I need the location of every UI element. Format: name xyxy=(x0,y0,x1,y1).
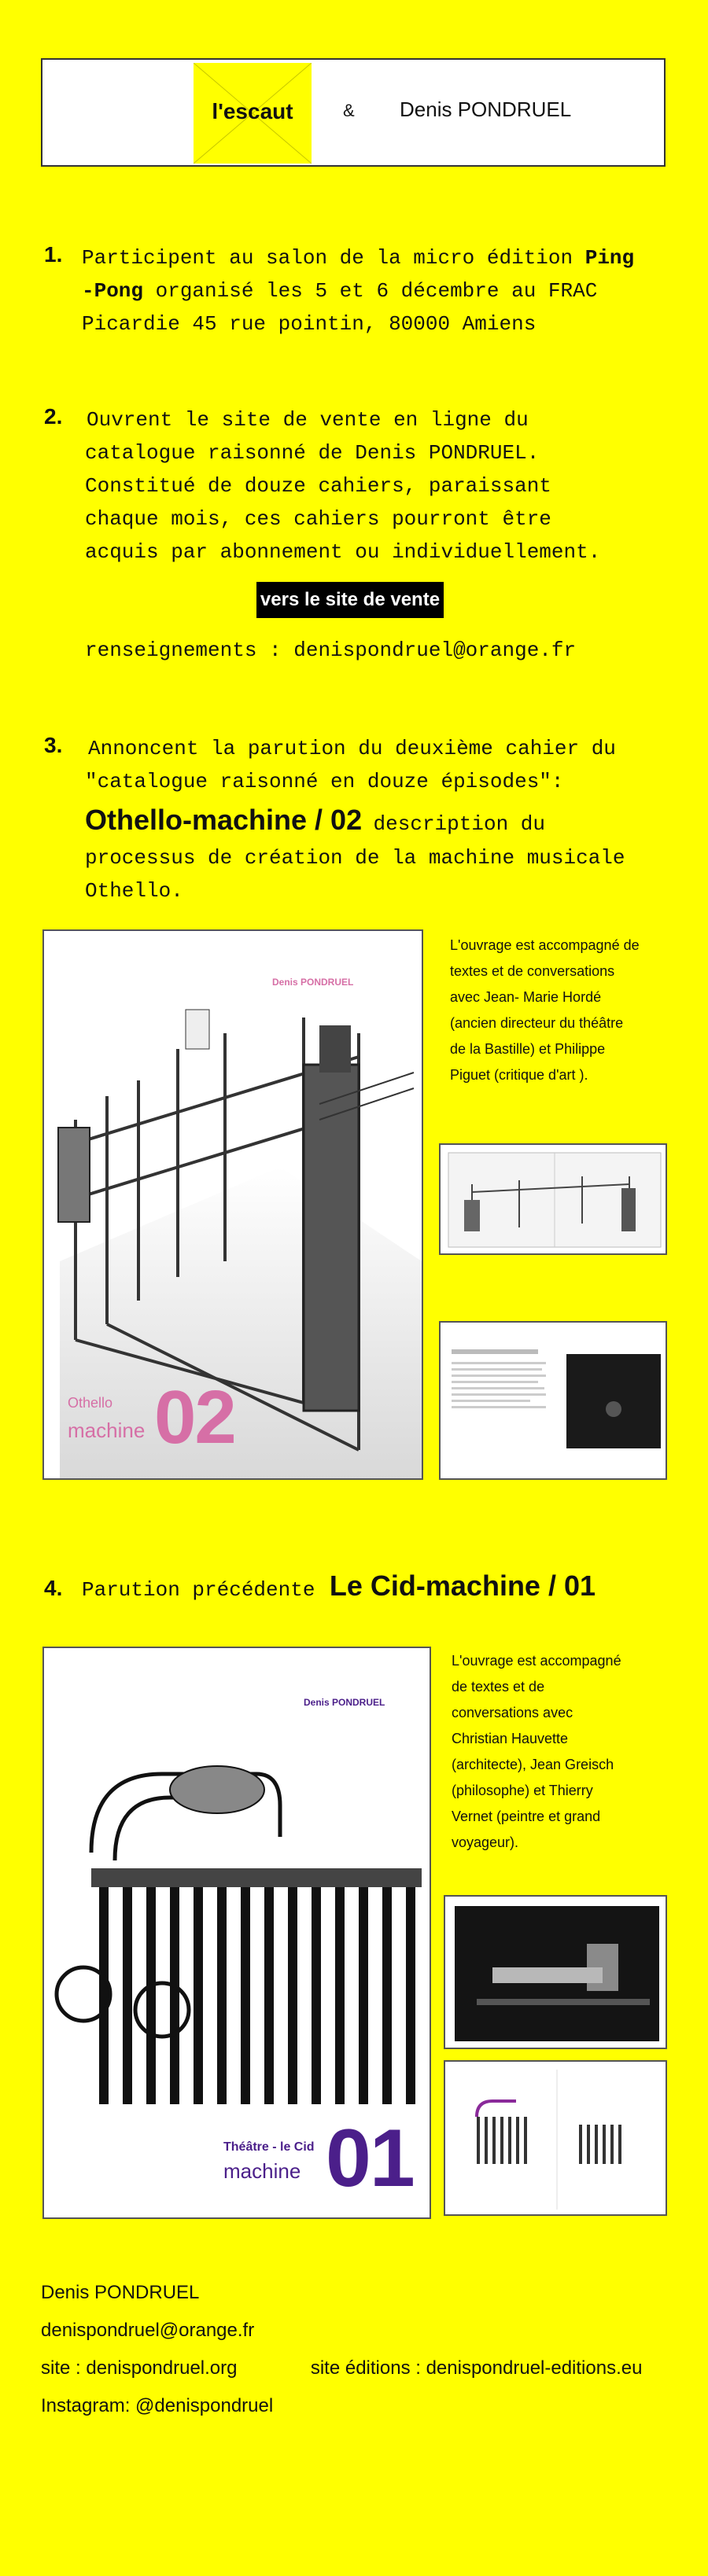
footer xyxy=(41,2274,642,2425)
item-2-line: chaque mois, ces cahiers pourront être xyxy=(85,507,551,531)
item-3-line: processus de création de la machine musicale xyxy=(85,846,625,870)
item-3-title-row xyxy=(85,804,545,841)
item-2-line: acquis par abonnement ou individuellement. xyxy=(85,540,601,564)
caption-line: (philosophe) et Thierry xyxy=(452,1783,593,1798)
othello-spread-2[interactable] xyxy=(439,1321,667,1480)
caption-line: voyageur). xyxy=(452,1834,519,1850)
caption-line: (architecte), Jean Greisch xyxy=(452,1757,614,1772)
item-3-text-after xyxy=(85,841,699,907)
caption-line: Piguet (critique d'art ). xyxy=(450,1067,588,1083)
cover-author: Denis PONDRUEL xyxy=(304,1697,385,1708)
item-2-line: catalogue raisonné de Denis PONDRUEL. xyxy=(85,441,540,465)
caption-line: Christian Hauvette xyxy=(452,1731,569,1746)
header-ampersand: & xyxy=(343,101,355,120)
footer-email[interactable]: denispondruel@orange.fr xyxy=(41,2320,255,2341)
caption-line: Vernet (peintre et grand xyxy=(452,1809,601,1824)
footer-instagram[interactable]: Instagram: @denispondruel xyxy=(41,2395,274,2416)
cid-spread-1-image xyxy=(445,1897,667,2049)
othello-title: Othello-machine / 02 xyxy=(85,804,363,836)
item-1-line-3: Picardie 45 rue pointin, 80000 Amiens xyxy=(82,312,537,336)
cover-number: 02 xyxy=(154,1375,235,1459)
item-3-line: Othello. xyxy=(85,879,183,903)
cid-title: Le Cid-machine / 01 xyxy=(329,1570,596,1602)
othello-spread-2-image xyxy=(441,1323,667,1480)
caption-line: avec Jean- Marie Hordé xyxy=(450,989,602,1005)
caption-line: de la Bastille) et Philippe xyxy=(450,1041,606,1057)
cid-spread-1[interactable] xyxy=(444,1895,667,2049)
item-3-line-2: "catalogue raisonné en douze épisodes": xyxy=(85,770,564,793)
cid-caption xyxy=(452,1648,680,1856)
cover-small-title: Othello xyxy=(68,1395,113,1411)
othello-spread-1-image xyxy=(441,1145,667,1255)
item-1-line-1: Participent au salon de la micro édition Ping xyxy=(82,246,635,270)
cid-spread-2-image xyxy=(445,2062,667,2216)
cover-author: Denis PONDRUEL xyxy=(272,977,354,988)
item-1-line-2: -Pong organisé les 5 et 6 décembre au FRAC xyxy=(82,279,598,303)
escaut-logo[interactable] xyxy=(194,63,312,164)
footer-editions-link[interactable]: site éditions : denispondruel-editions.eu xyxy=(310,2357,643,2379)
othello-spread-1[interactable] xyxy=(439,1143,667,1255)
item-2-text xyxy=(87,403,684,436)
item-1-text xyxy=(82,241,680,340)
logo-text: l'escaut xyxy=(212,99,293,123)
cover-number: 01 xyxy=(326,2113,414,2204)
caption-line: textes et de conversations xyxy=(450,963,615,979)
header-banner xyxy=(41,58,666,167)
item-2-number: 2. xyxy=(44,404,63,429)
footer-sites xyxy=(41,2350,642,2387)
cover-word: machine xyxy=(223,2159,301,2183)
header-name: Denis PONDRUEL xyxy=(400,98,572,121)
item-2-line: Ouvrent le site de vente en ligne du xyxy=(87,408,529,432)
item-3-number: 3. xyxy=(44,733,63,757)
caption-line: de textes et de xyxy=(452,1679,545,1695)
item-2-text-cont xyxy=(85,436,683,569)
item-3-line-1: Annoncent la parution du deuxième cahier du xyxy=(88,737,616,760)
othello-cover[interactable] xyxy=(42,929,423,1480)
cover-small-title: Théâtre - le Cid xyxy=(223,2140,315,2154)
caption-line: L'ouvrage est accompagné de xyxy=(450,937,640,953)
othello-caption xyxy=(450,933,686,1088)
item-2-line: Constitué de douze cahiers, paraissant xyxy=(85,474,551,498)
cid-spread-2[interactable] xyxy=(444,2060,667,2216)
item-4-number: 4. xyxy=(44,1576,63,1600)
caption-line: (ancien directeur du théâtre xyxy=(450,1015,624,1031)
sales-site-button[interactable]: vers le site de vente xyxy=(256,582,444,618)
cid-cover[interactable] xyxy=(42,1647,431,2219)
footer-site-link[interactable]: site : denispondruel.org xyxy=(41,2357,238,2379)
caption-line: L'ouvrage est accompagné xyxy=(452,1653,621,1669)
item-4-lead: Parution précédente xyxy=(82,1578,315,1602)
footer-name: Denis PONDRUEL xyxy=(41,2282,200,2303)
item-1-number: 1. xyxy=(44,242,63,267)
contact-line[interactable]: renseignements : denispondruel@orange.fr xyxy=(85,638,577,662)
item-3-title-post: description du xyxy=(373,812,545,836)
cover-word: machine xyxy=(68,1419,146,1442)
caption-line: conversations avec xyxy=(452,1705,573,1720)
item-4-title-row xyxy=(82,1570,596,1606)
